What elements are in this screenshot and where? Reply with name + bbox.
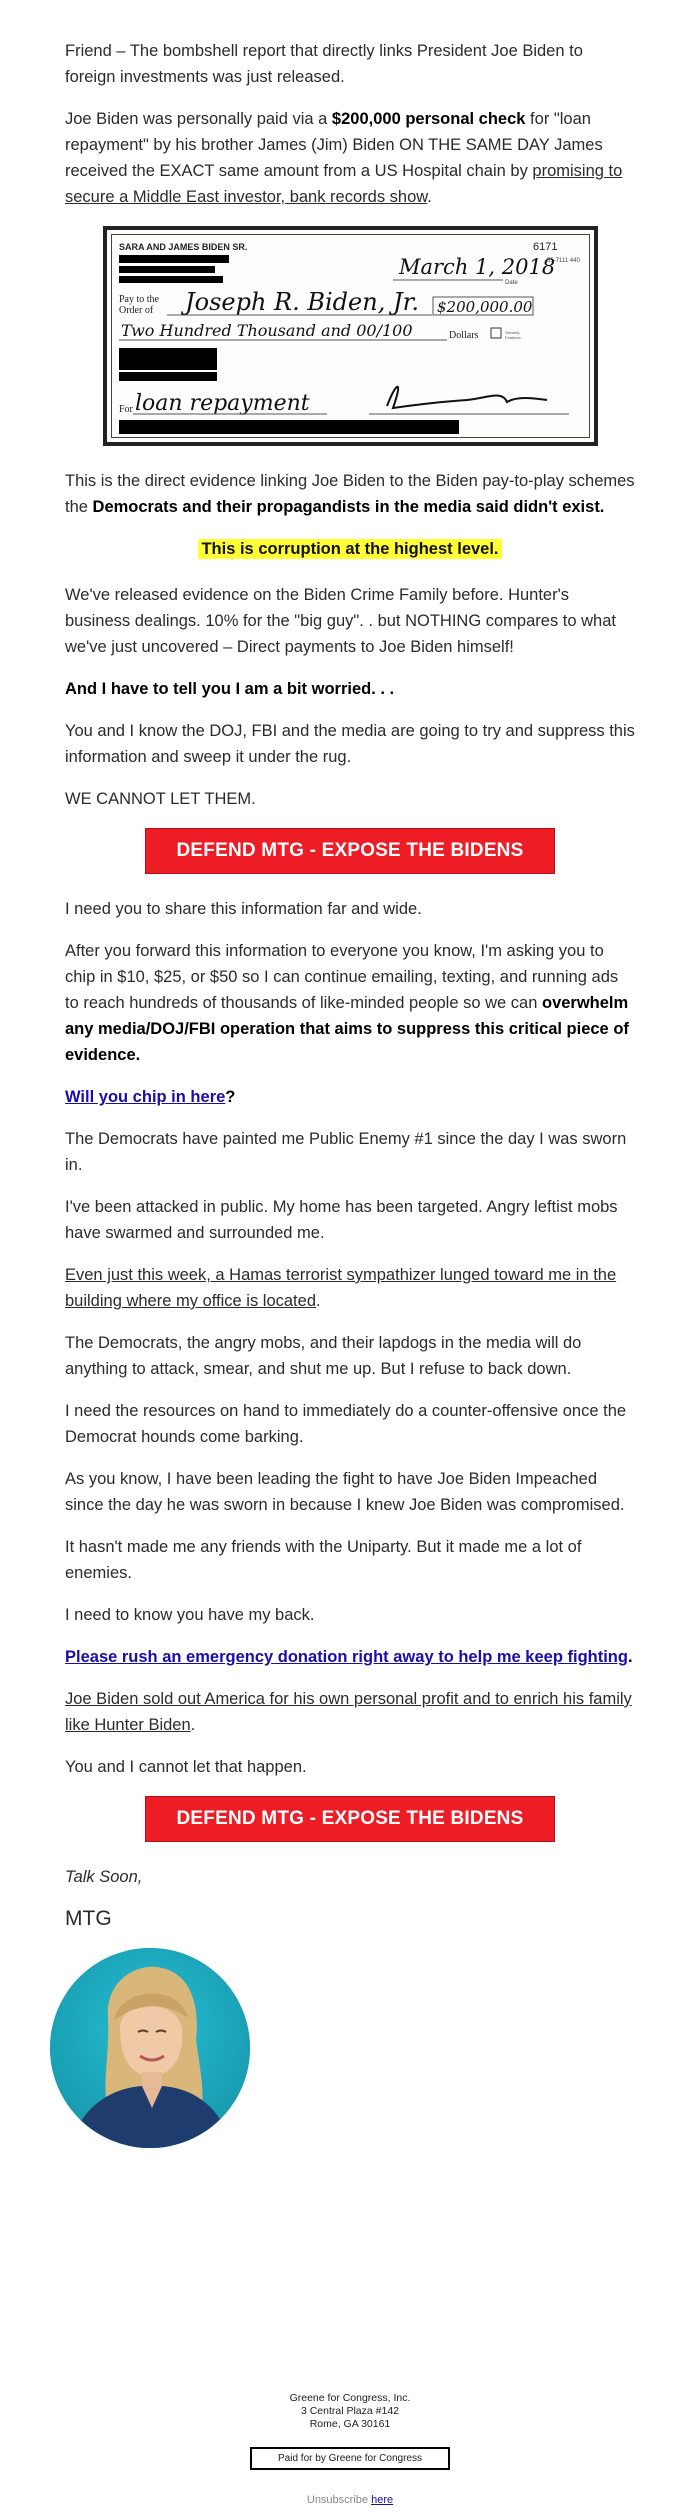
svg-text:Security: Security [504,330,519,335]
cannot-happen-paragraph: You and I cannot let that happen. [65,1758,307,1776]
check-amount: $200,000.00 [436,298,532,316]
highlight-text: This is corruption at the highest level. [198,539,501,559]
check-redaction-4 [119,348,217,370]
check-redaction-6 [119,420,459,434]
chip-in-link[interactable]: Will you chip in here [65,1088,226,1106]
check-routing: 55-7111 440 [546,258,580,264]
check-date: March 1, 2018 [398,255,555,279]
share-paragraph: I need you to share this information far and wide. [65,900,422,918]
footer-org: Greene for Congress, Inc. [289,2392,411,2404]
sold-out-paragraph: Joe Biden sold out America for his own personal profit and to enrich his family like Hunter Biden. [65,1690,632,1734]
check-drawing [107,230,594,442]
check-order-of-label: Order of [118,305,153,316]
attacked-paragraph: I've been attacked in public. My home has been targeted. Angry leftist mobs have swarmed and surrounded me. [65,1198,618,1242]
evidence-paragraph: This is the direct evidence linking Joe Biden to the Biden pay-to-play schemes the Democrats and their propagandists in the media said didn't exist. [65,472,635,516]
worried-paragraph: And I have to tell you I am a bit worried. . . [65,680,395,698]
signature-name: MTG [65,1907,112,1930]
check-redaction-3 [119,276,223,283]
email-body [65,38,635,2148]
avatar [50,1948,250,2148]
bank-records-link[interactable]: promising to secure a Middle East investor, bank records show [65,162,623,206]
paid-for-disclaimer: Paid for by Greene for Congress [250,2447,450,2470]
unsubscribe-link[interactable]: here [371,2494,394,2506]
signoff: Talk Soon, [65,1868,143,1886]
rush-donation-paragraph: Please rush an emergency donation right away to help me keep fighting. [65,1648,633,1666]
footer [0,2392,700,2507]
crime-family-paragraph: We've released evidence on the Biden Crime Family before. Hunter's business dealings. 10% for the "big guy". . but NOTHING compares to what we've just uncovered – Direct payments to Joe Biden himself! [65,586,616,656]
intro-paragraph: Friend – The bombshell report that directly links President Joe Biden to foreign investments was just released. [65,42,583,86]
lock-icon [491,328,501,338]
footer-street: 3 Central Plaza #142 [300,2405,400,2417]
sold-out-link[interactable]: Joe Biden sold out America for his own personal profit and to enrich his family like Hunter Biden [65,1690,632,1734]
check-date-label: Date [504,280,518,286]
highlight-callout [65,536,635,562]
suppress-paragraph: You and I know the DOJ, FBI and the media are going to try and suppress this information and sweep it under the rug. [65,722,635,766]
chip-in-paragraph: After you forward this information to everyone you know, I'm asking you to chip in $10, $25, or $50 so I can continue emailing, texting, and running ads to reach hundreds of thousands of like-minded people so we can overwhelm any media/DOJ/FBI operation that aims to suppress this critical piece of evidence. [65,942,629,1064]
check-image [103,226,598,446]
portrait-image [50,1948,250,2148]
smear-paragraph: The Democrats, the angry mobs, and their lapdogs in the media will do anything to attack, smear, and shut me up. But I refuse to back down. [65,1334,582,1378]
check-for-label: For [118,404,133,415]
check-image-container [65,226,635,446]
chip-in-link-paragraph: Will you chip in here? [65,1088,236,1106]
check-pay-to-label: Pay to the [118,294,159,305]
defend-mtg-button[interactable]: DEFEND MTG - EXPOSE THE BIDENS [145,828,555,874]
check-memo: loan repayment [134,391,310,416]
rush-donation-link[interactable]: Please rush an emergency donation right away to help me keep fighting [65,1648,628,1666]
defend-mtg-button-2[interactable]: DEFEND MTG - EXPOSE THE BIDENS [145,1796,555,1842]
check-payee: Joseph R. Biden, Jr. [184,288,419,316]
footer-city: Rome, GA 30161 [309,2418,391,2430]
uniparty-paragraph: It hasn't made me any friends with the Uniparty. But it made me a lot of enemies. [65,1538,582,1582]
public-enemy-paragraph: The Democrats have painted me Public Enemy #1 since the day I was sworn in. [65,1130,627,1174]
check-redaction-1 [119,255,229,263]
unsubscribe-line: Unsubscribe here [306,2494,394,2506]
have-my-back-paragraph: I need to know you have my back. [65,1606,315,1624]
check-number: 6171 [532,241,557,253]
check-dollars-label: Dollars [448,330,478,341]
hamas-link[interactable]: Even just this week, a Hamas terrorist sympathizer lunged toward me in the building where my office is located [65,1266,617,1310]
check-redaction-2 [119,266,215,273]
check-payer-name: SARA AND JAMES BIDEN SR. [118,242,247,252]
check-redaction-5 [119,372,217,381]
svg-text:Features: Features [504,335,521,340]
payment-paragraph: Joe Biden was personally paid via a $200,000 personal check for "loan repayment" by his brother James (Jim) Biden ON THE SAME DAY James received the EXACT same amount from a US Hospital chain by promising to secure a Middle East investor, bank records show. [65,110,623,206]
resources-paragraph: I need the resources on hand to immediately do a counter-offensive once the Democrat hounds come barking. [65,1402,627,1446]
hamas-paragraph: Even just this week, a Hamas terrorist sympathizer lunged toward me in the building where my office is located. [65,1266,617,1310]
check-signature [387,387,547,408]
check-amount-words: Two Hundred Thousand and 00/100 [120,321,413,340]
check-amount-text: $200,000 personal check [331,110,526,128]
cta-container-2 [65,1796,635,1842]
cta-container-1 [65,828,635,874]
cannot-let-paragraph: WE CANNOT LET THEM. [65,790,256,808]
impeach-paragraph: As you know, I have been leading the fight to have Joe Biden Impeached since the day he was sworn in because I knew Joe Biden was compromised. [65,1470,625,1514]
